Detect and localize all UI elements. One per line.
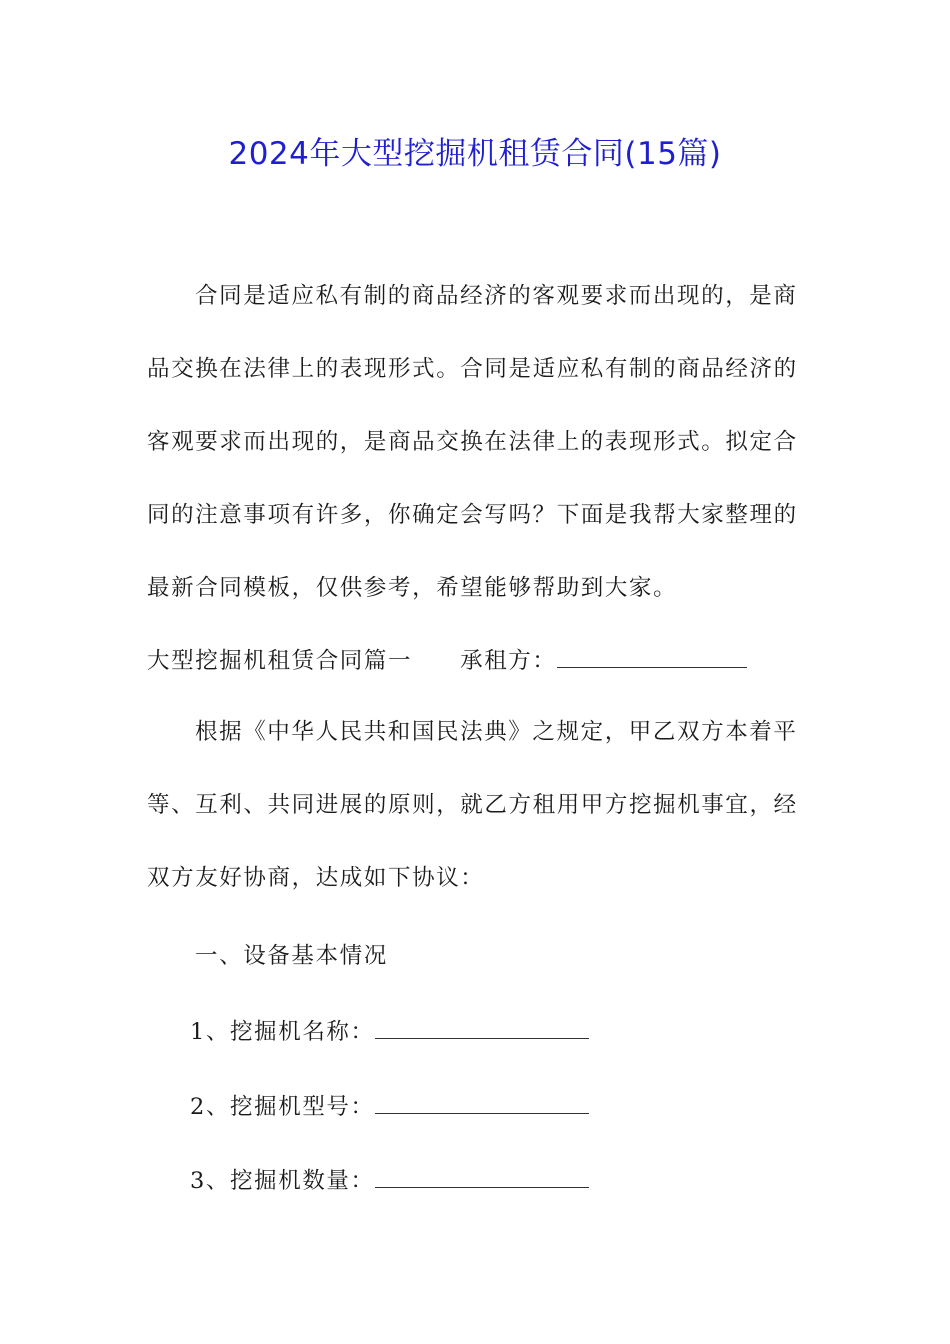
intro-paragraph: 合同是适应私有制的商品经济的客观要求而出现的，是商品交换在法律上的表现形式。合同是适应私有制的商品经济的客观要求而出现的，是商品交换在法律上的表现形式。拟定合同的注意事项有许多，你确定会写吗？下面是我帮大家整理的最新合同模板，仅供参考，希望能够帮助到大家。 [147,283,798,601]
field-name-line [190,1017,589,1047]
clause-heading: 一、设备基本情况 [195,943,388,969]
field-model-line [190,1092,589,1122]
field-name-blank [375,1018,589,1039]
field-model-label: 2、挖掘机型号： [190,1094,375,1120]
field-quantity-blank [375,1167,589,1188]
field-name-label: 1、挖掘机名称： [190,1019,375,1045]
field-quantity-label: 3、挖掘机数量： [190,1168,375,1194]
field-model-blank [375,1093,589,1114]
section-heading: 大型挖掘机租赁合同篇一 [147,648,413,674]
section-heading-line [147,646,747,676]
basis-paragraph: 根据《中华人民共和国民法典》之规定，甲乙双方本着平等、互利、共同进展的原则，就乙方租用甲方挖掘机事宜，经双方友好协商，达成如下协议： [147,719,798,891]
lessee-blank [557,647,747,668]
document-title: 2024年大型挖掘机租赁合同(15篇) [228,136,722,172]
lessee-label: 承租方： [460,648,557,674]
field-quantity-line [190,1166,589,1196]
